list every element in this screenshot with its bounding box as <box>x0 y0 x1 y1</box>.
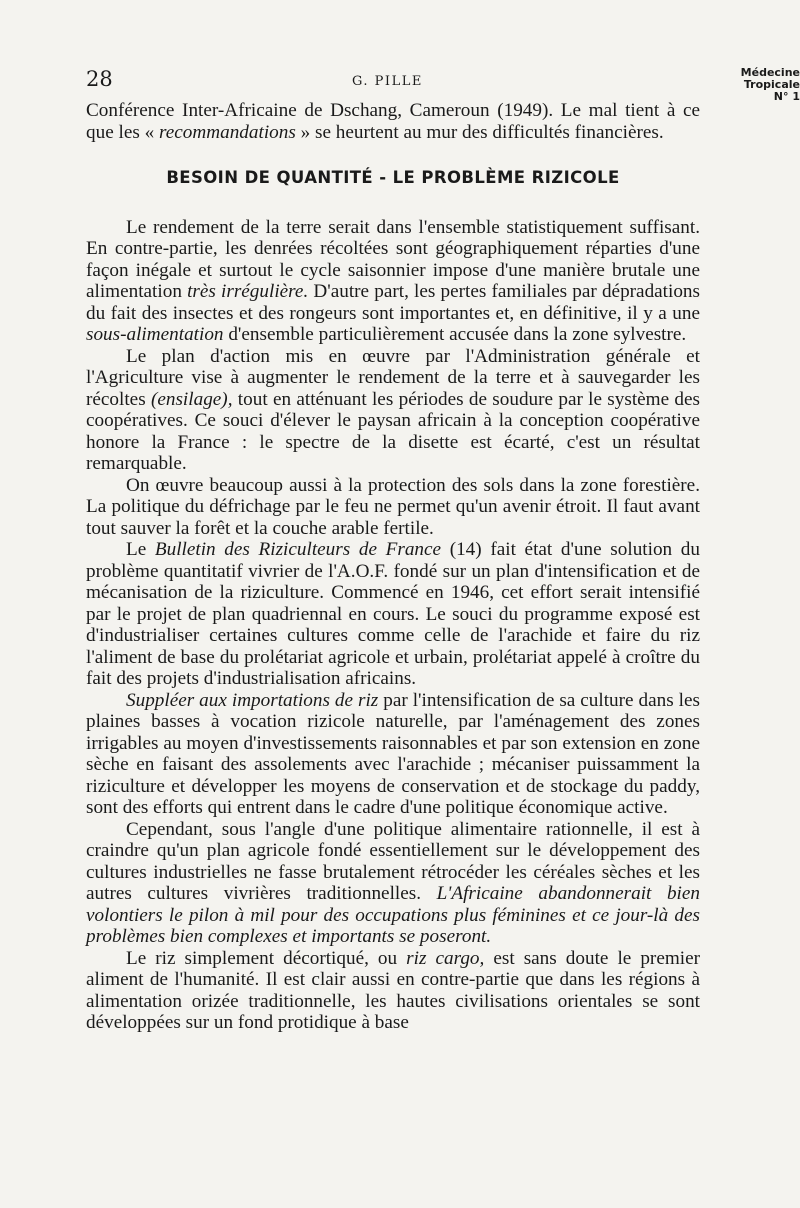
text-run: Cependant, sous l'angle d'une politique alimentaire rationnelle, il est à craindre qu'un plan agricole fondé essentiellement sur le développement des cultures industrielles ne fasse brutalement rétrocéder les céréales sèches et les autres cultures vivrières traditionnelles. <box>86 818 700 904</box>
text-run: est sans doute le premier aliment de l'humanité. Il est clair aussi en contre-partie que dans les régions à alimentation orizée traditionnelle, les hautes civilisations orientales se sont développées sur un fond protidique à base <box>86 947 700 1033</box>
italic-run: (ensilage), <box>150 388 233 410</box>
text-run: Conférence Inter-Africaine de Dschang, Cameroun (1949). Le mal tient à ce que les « <box>86 100 700 143</box>
paragraph <box>86 690 700 819</box>
italic-run: Bulletin des Riziculteurs de France <box>154 539 442 560</box>
section-title: BESOIN DE QUANTITÉ - LE PROBLÈME RIZICOLE <box>166 168 620 187</box>
text-run: D'autre part, les pertes familiales par dépradations du fait des insectes et des rongeurs sont importantes et, en définitive, il y a une <box>86 281 700 324</box>
italic-run: sous-alimentation <box>86 324 224 345</box>
text-run: Le <box>126 539 155 560</box>
paragraph <box>86 346 700 475</box>
running-head: G. PILLE <box>352 74 423 89</box>
italic-run: recommandations <box>159 121 296 143</box>
journal-tag <box>738 67 800 103</box>
text-run: d'ensemble particulièrement accusée dans la zone sylvestre. <box>223 324 687 345</box>
text-run: tout en atténuant les périodes de soudure par le système des coopératives. Ce souci d'élever le paysan africain à la conception coopérative honore la France : le spectre de la disette est écarté, c'est un résultat remarquable. <box>86 388 700 474</box>
page-number: 28 <box>86 67 113 91</box>
text-run: Le riz simplement décortiqué, ou <box>126 947 407 969</box>
paragraph: On œuvre beaucoup aussi à la protection des sols dans la zone forestière. La politique du défrichage par le feu ne permet qu'un avenir étroit. Il faut avant tout sauver la forêt et la couche arable fertile. <box>86 474 700 539</box>
text-run: par l'intensification de sa culture dans les plaines basses à vocation rizicole naturelle, par l'aménagement des zones irrigables au moyen d'investissements raisonnables et par son extension en zone sèche en faisant des assolements avec l'arachide ; mécaniser puissamment la riziculture et développer les moyens de conservation et de stockage du paddy, sont des efforts qui entrent dans le cadre d'une politique économique active. <box>86 689 700 818</box>
italic-run: L'Africaine abandonnerait bien volontiers le pilon à mil pour des occupations plus féminines et ce jour-là des problèmes bien complexes et importants se poseront. <box>86 883 700 947</box>
paragraph <box>86 948 700 1034</box>
text-run: » se heurtent au mur des difficultés financières. <box>295 121 664 143</box>
italic-run: riz cargo, <box>406 947 485 969</box>
journal-tag-line: Tropicale <box>743 78 800 91</box>
journal-tag-line: N° 1 <box>773 90 800 103</box>
text-run: (14) fait état d'une solution du problème quantitatif vivrier de l'A.O.F. fondé sur un plan d'intensification et de mécanisation de la riziculture. Commencé en 1946, cet effort serait intensifié par le projet de plan quadriennal en cours. Le souci du programme exposé est d'industrialiser certaines cultures comme celle de l'arachide et faire du riz l'aliment de base du prolétariat agricole et urbain, prolétariat appelé à croître du fait des projets d'industrialisation africains. <box>86 539 700 689</box>
paragraph <box>86 819 700 948</box>
journal-tag-line: Médecine <box>740 67 800 79</box>
italic-run: très irrégulière. <box>187 281 309 302</box>
paragraph <box>86 100 700 143</box>
italic-run: Suppléer aux importations de riz <box>126 689 379 711</box>
text-run: Le plan d'action mis en œuvre par l'Administration générale et l'Agriculture vise à augmenter le rendement de la terre et à sauvegarder les récoltes <box>86 345 700 410</box>
paragraph <box>86 539 700 690</box>
text-run: Le rendement de la terre serait dans l'ensemble statistiquement suffisant. En contre-partie, les denrées récoltées sont géographiquement réparties d'une façon inégale et surtout le cycle saisonnier impose d'une manière brutale une alimentation <box>86 216 700 302</box>
article-body <box>86 100 700 1034</box>
paragraph <box>86 217 700 346</box>
